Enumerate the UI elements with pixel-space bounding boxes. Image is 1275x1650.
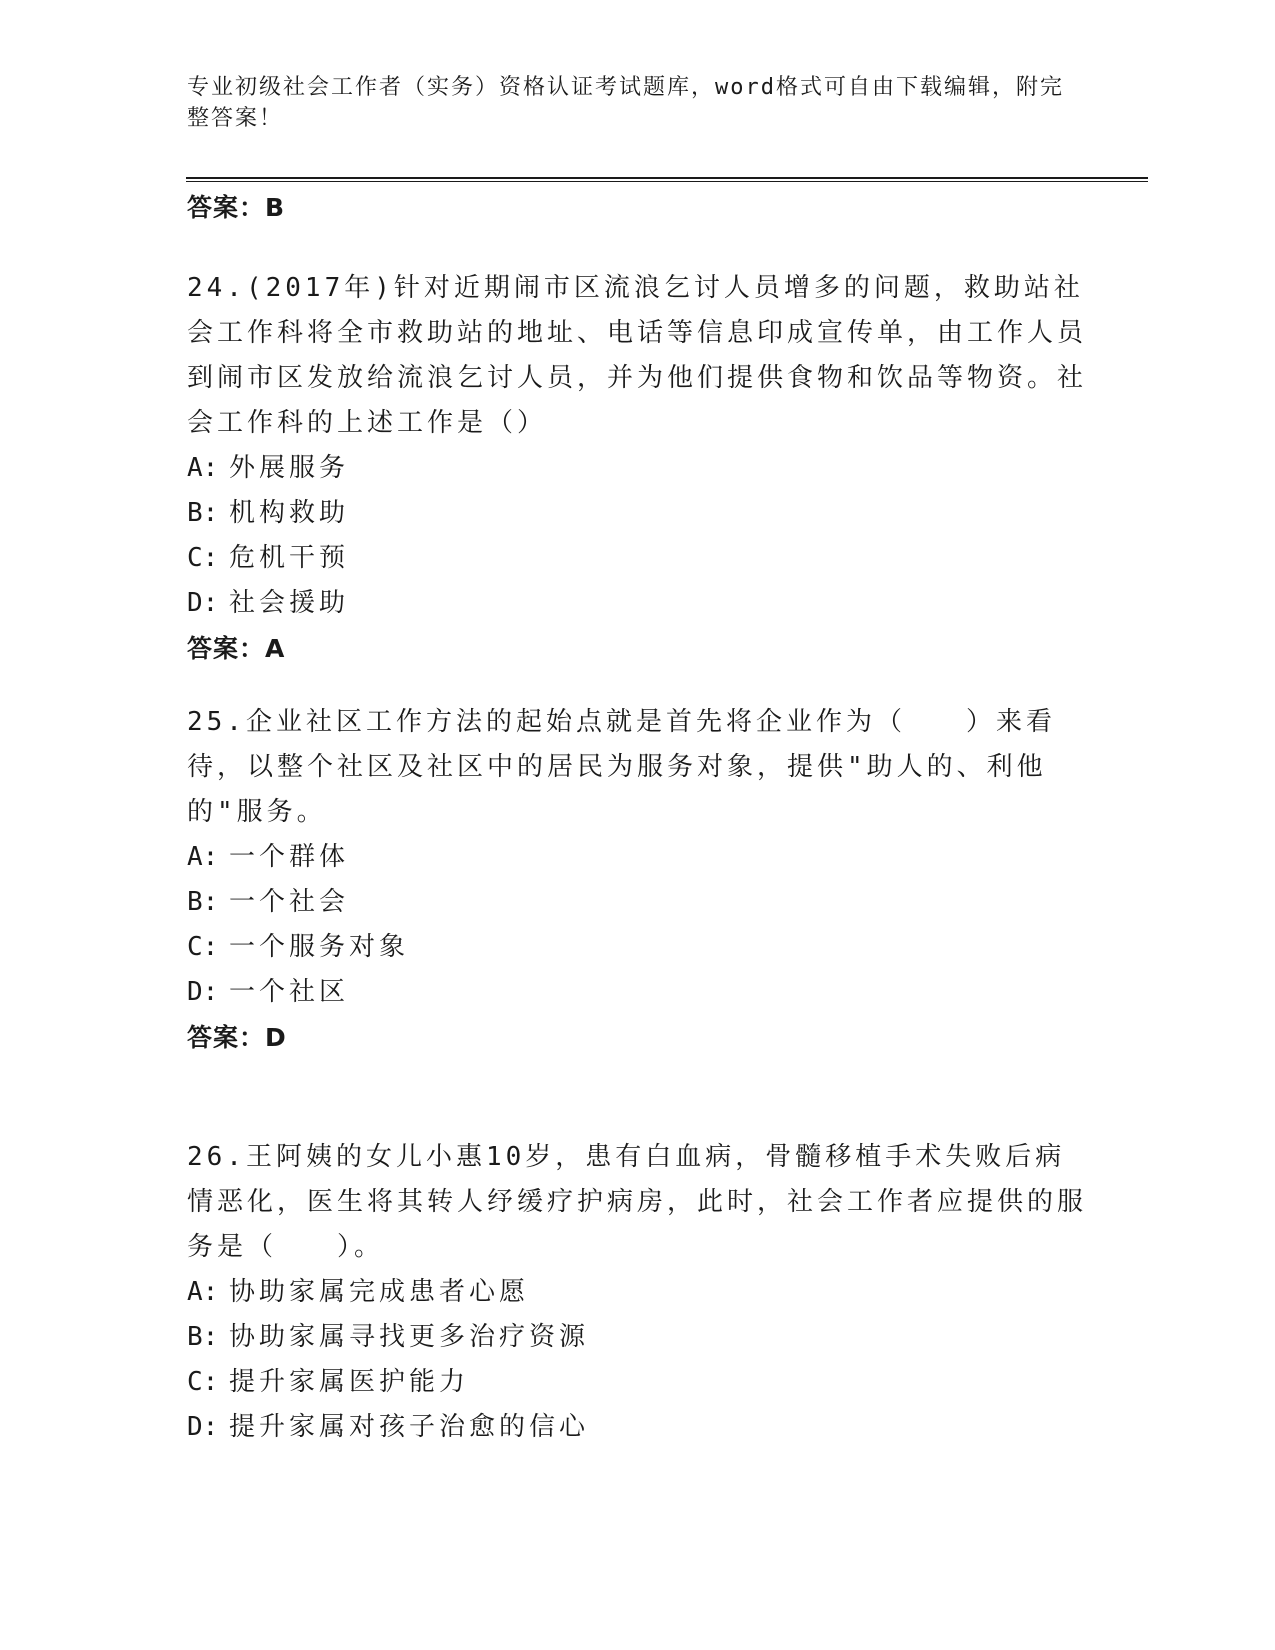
option-a	[187, 1270, 1087, 1315]
question-answer: 答案：D	[187, 1023, 287, 1052]
option-a	[187, 835, 1087, 880]
header-divider	[186, 177, 1148, 179]
option-text: 协助家属寻找更多治疗资源	[229, 1322, 590, 1352]
option-a	[187, 446, 1087, 491]
option-b	[187, 1315, 1087, 1360]
option-d	[187, 1405, 1087, 1450]
page-header: 专业初级社会工作者（实务）资格认证考试题库，word格式可自由下载编辑，附完整答案！	[187, 75, 1064, 131]
question-25	[187, 700, 1087, 1060]
option-c	[187, 925, 1087, 970]
question-24	[187, 266, 1087, 671]
option-key: D:	[187, 588, 219, 618]
option-key: A:	[187, 842, 219, 872]
previous-answer: 答案：B	[187, 193, 286, 222]
question-stem: 24.(2017年)针对近期闹市区流浪乞讨人员增多的问题，救助站社会工作科将全市救助站的地址、电话等信息印成宣传单，由工作人员到闹市区发放给流浪乞讨人员，并为他们提供食物和饮品等物资。社会工作科的上述工作是（）	[187, 273, 1088, 438]
option-key: B:	[187, 887, 219, 917]
option-d	[187, 970, 1087, 1015]
option-text: 一个社会	[229, 887, 350, 917]
option-text: 一个群体	[229, 842, 350, 872]
question-stem: 26.王阿姨的女儿小惠10岁，患有白血病，骨髓移植手术失败后病情恶化，医生将其转人纾缓疗护病房，此时，社会工作者应提供的服务是（ ）。	[187, 1142, 1088, 1262]
option-text: 提升家属对孩子治愈的信心	[229, 1412, 590, 1442]
question-stem: 25.企业社区工作方法的起始点就是首先将企业作为（ ）来看待，以整个社区及社区中的居民为服务对象，提供"助人的、利他的"服务。	[187, 707, 1056, 827]
option-text: 社会援助	[229, 588, 350, 618]
option-c	[187, 1360, 1087, 1405]
option-text: 外展服务	[229, 453, 350, 483]
option-b	[187, 880, 1087, 925]
option-text: 机构救助	[229, 498, 350, 528]
option-key: C:	[187, 1367, 219, 1397]
question-26	[187, 1135, 1087, 1450]
option-c	[187, 536, 1087, 581]
option-text: 提升家属医护能力	[229, 1367, 470, 1397]
option-key: B:	[187, 1322, 219, 1352]
option-text: 危机干预	[229, 543, 350, 573]
option-b	[187, 491, 1087, 536]
option-key: A:	[187, 453, 219, 483]
option-text: 协助家属完成患者心愿	[229, 1277, 530, 1307]
option-key: C:	[187, 543, 219, 573]
question-answer: 答案：A	[187, 634, 286, 663]
option-text: 一个服务对象	[229, 932, 410, 962]
option-key: D:	[187, 1412, 219, 1442]
option-key: B:	[187, 498, 219, 528]
option-key: C:	[187, 932, 219, 962]
option-d	[187, 581, 1087, 626]
option-key: A:	[187, 1277, 219, 1307]
header-divider-thin	[186, 181, 1148, 182]
option-key: D:	[187, 977, 219, 1007]
option-text: 一个社区	[229, 977, 350, 1007]
